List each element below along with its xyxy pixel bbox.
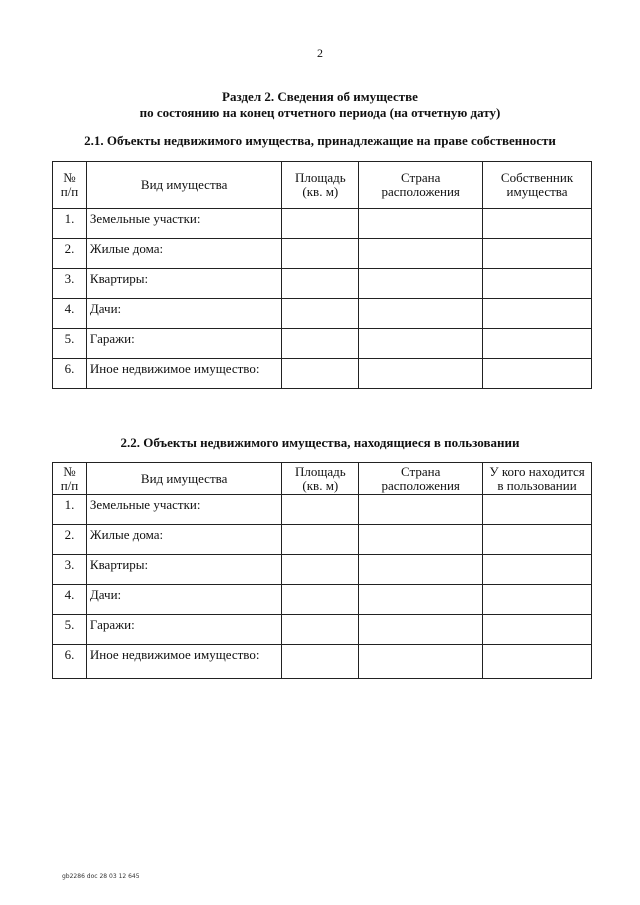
header-area-line1: Площадь: [294, 170, 346, 185]
property-kind: Гаражи:: [86, 329, 281, 359]
area-cell[interactable]: [282, 209, 359, 239]
holder-cell[interactable]: [483, 645, 592, 679]
header-country-line1: Страна: [401, 463, 441, 479]
country-cell[interactable]: [359, 525, 483, 555]
owner-cell[interactable]: [483, 269, 592, 299]
header-owner-line2: имущества: [506, 184, 568, 199]
section-title: [0, 89, 640, 121]
area-cell[interactable]: [282, 329, 359, 359]
area-cell[interactable]: [282, 495, 359, 525]
holder-cell[interactable]: [483, 555, 592, 585]
property-kind: Земельные участки:: [86, 209, 281, 239]
table2-header-country: [359, 463, 483, 495]
table1-header-row: [53, 162, 592, 209]
area-cell[interactable]: [282, 525, 359, 555]
table-row: [53, 239, 592, 269]
holder-cell[interactable]: [483, 495, 592, 525]
row-number: 1.: [53, 495, 87, 525]
area-cell[interactable]: [282, 269, 359, 299]
owner-cell[interactable]: [483, 329, 592, 359]
country-cell[interactable]: [359, 329, 483, 359]
row-number: 3.: [53, 555, 87, 585]
table-row: [53, 209, 592, 239]
property-kind: Гаражи:: [86, 615, 281, 645]
header-num-line2: п/п: [60, 184, 79, 199]
country-cell[interactable]: [359, 359, 483, 389]
owner-cell[interactable]: [483, 359, 592, 389]
header-country-line2: расположения: [381, 184, 460, 199]
section-title-line2: по состоянию на конец отчетного периода (на отчетную дату): [139, 105, 501, 120]
table1-header-area: [282, 162, 359, 209]
country-cell[interactable]: [359, 299, 483, 329]
table-row: [53, 299, 592, 329]
footer-code: gb2286 doc 28 03 12 645: [62, 873, 140, 880]
header-owner-line1: Собственник: [500, 170, 574, 185]
table2-header-area: [282, 463, 359, 495]
table2-header-row: [53, 463, 592, 495]
property-kind: Иное недвижимое имущество:: [86, 645, 281, 679]
row-number: 4.: [53, 299, 87, 329]
table1-header-owner: [483, 162, 592, 209]
property-kind: Дачи:: [86, 585, 281, 615]
table2-header-holder: [483, 463, 592, 495]
area-cell[interactable]: [282, 615, 359, 645]
owned-property-table: [52, 161, 592, 389]
property-kind: Земельные участки:: [86, 495, 281, 525]
country-cell[interactable]: [359, 555, 483, 585]
table-row: [53, 615, 592, 645]
area-cell[interactable]: [282, 585, 359, 615]
section-title-line1: Раздел 2. Сведения об имуществе: [222, 89, 418, 104]
holder-cell[interactable]: [483, 525, 592, 555]
owner-cell[interactable]: [483, 209, 592, 239]
property-kind: Иное недвижимое имущество:: [86, 359, 281, 389]
row-number: 5.: [53, 615, 87, 645]
owner-cell[interactable]: [483, 299, 592, 329]
property-kind: Дачи:: [86, 299, 281, 329]
table2-title: 2.2. Объекты недвижимого имущества, находящиеся в пользовании: [120, 435, 520, 450]
country-cell[interactable]: [359, 495, 483, 525]
header-area-line1: Площадь: [294, 463, 346, 479]
header-area-line2: (кв. м): [302, 477, 339, 493]
table1-header-num: [53, 162, 87, 209]
table-row: [53, 585, 592, 615]
country-cell[interactable]: [359, 239, 483, 269]
table-row: [53, 555, 592, 585]
page-number: 2: [317, 46, 323, 60]
header-country-line2: расположения: [381, 477, 460, 493]
table1-header-kind: Вид имущества: [86, 162, 281, 209]
table-row: [53, 495, 592, 525]
owner-cell[interactable]: [483, 239, 592, 269]
holder-cell[interactable]: [483, 585, 592, 615]
country-cell[interactable]: [359, 645, 483, 679]
table-row: [53, 525, 592, 555]
row-number: 1.: [53, 209, 87, 239]
header-num-line1: №: [63, 170, 76, 185]
table1-title: 2.1. Объекты недвижимого имущества, принадлежащие на праве собственности: [84, 133, 556, 148]
table2-header-num: [53, 463, 87, 495]
table-row: [53, 645, 592, 679]
row-number: 6.: [53, 359, 87, 389]
row-number: 2.: [53, 239, 87, 269]
area-cell[interactable]: [282, 299, 359, 329]
row-number: 6.: [53, 645, 87, 679]
property-kind: Жилые дома:: [86, 525, 281, 555]
header-holder-line2: в пользовании: [497, 477, 577, 493]
row-number: 2.: [53, 525, 87, 555]
row-number: 5.: [53, 329, 87, 359]
used-property-table: [52, 462, 592, 679]
country-cell[interactable]: [359, 615, 483, 645]
area-cell[interactable]: [282, 239, 359, 269]
header-country-line1: Страна: [401, 170, 441, 185]
row-number: 4.: [53, 585, 87, 615]
table1-header-country: [359, 162, 483, 209]
country-cell[interactable]: [359, 269, 483, 299]
table-row: [53, 269, 592, 299]
area-cell[interactable]: [282, 645, 359, 679]
header-holder-line1: У кого находится: [489, 463, 585, 479]
header-num-line1: №: [63, 463, 76, 479]
property-kind: Жилые дома:: [86, 239, 281, 269]
country-cell[interactable]: [359, 585, 483, 615]
property-kind: Квартиры:: [86, 269, 281, 299]
area-cell[interactable]: [282, 359, 359, 389]
area-cell[interactable]: [282, 555, 359, 585]
row-number: 3.: [53, 269, 87, 299]
property-kind: Квартиры:: [86, 555, 281, 585]
header-num-line2: п/п: [60, 477, 79, 493]
holder-cell[interactable]: [483, 615, 592, 645]
table-row: [53, 359, 592, 389]
header-area-line2: (кв. м): [302, 184, 339, 199]
table2-header-kind: Вид имущества: [86, 463, 281, 495]
country-cell[interactable]: [359, 209, 483, 239]
table-row: [53, 329, 592, 359]
